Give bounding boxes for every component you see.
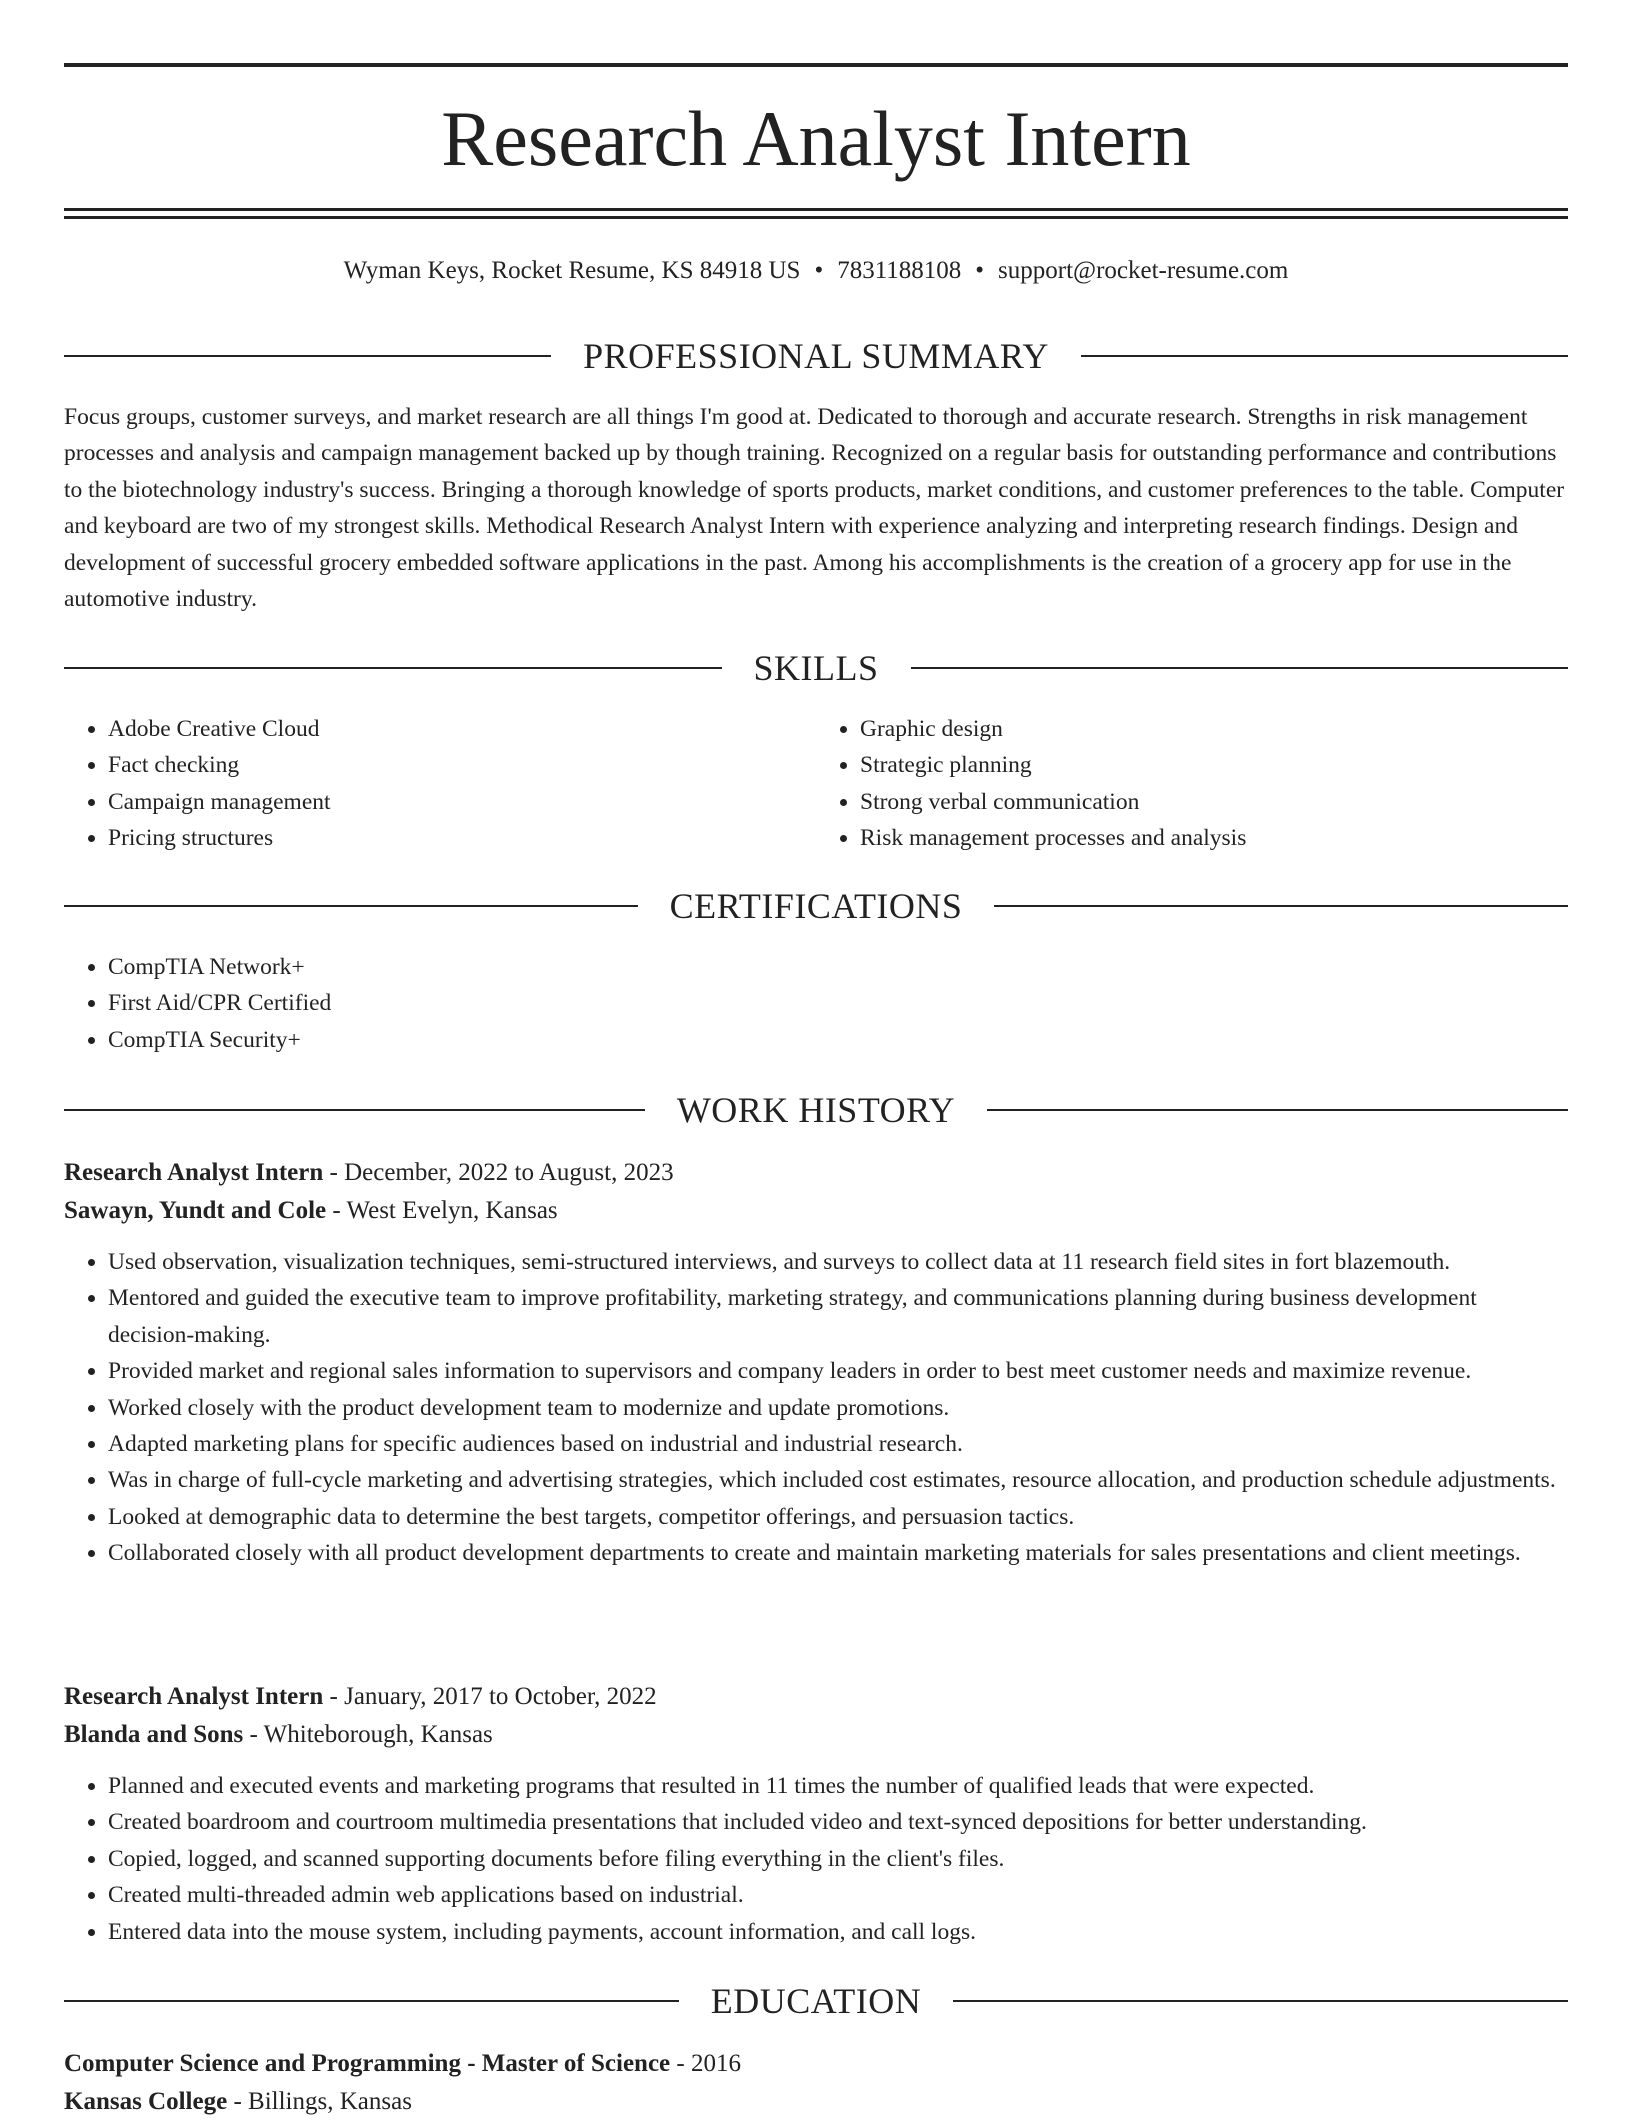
job-bullet: • Adapted marketing plans for specific audiences based on industrial and industrial research. (108, 1426, 1568, 1462)
skill-item: • Adobe Creative Cloud (108, 711, 816, 747)
heading-rule-left (64, 1109, 645, 1111)
contact-line (64, 254, 1568, 288)
certification-item: • CompTIA Security+ (108, 1022, 1568, 1058)
heading-rule-right (911, 667, 1569, 669)
job-bullet: • Mentored and guided the executive team to improve profitability, marketing strategy, and communications planning during business development decision-making. (108, 1280, 1568, 1353)
job-entry (64, 1678, 1568, 1950)
contact-address: Wyman Keys, Rocket Resume, KS 84918 US (343, 257, 801, 284)
certification-item: • CompTIA Network+ (108, 949, 1568, 985)
certification-item: • First Aid/CPR Certified (108, 985, 1568, 1021)
heading-rule-left (64, 2000, 679, 2002)
summary-heading-row (64, 334, 1568, 378)
education-heading: EDUCATION (710, 1981, 922, 2021)
education-heading-row (64, 1979, 1568, 2023)
skills-heading-row (64, 646, 1568, 690)
heading-rule-left (64, 355, 551, 357)
job-company: Blanda and Sons (64, 1721, 244, 1748)
certifications-section (64, 949, 1568, 1058)
resume-title: Research Analyst Intern (441, 95, 1191, 182)
job-bullet: • Was in charge of full-cycle marketing and advertising strategies, which included cost estimates, resource allocation, and production schedule adjustments. (108, 1462, 1568, 1498)
education-section (64, 2045, 1568, 2121)
summary-heading: PROFESSIONAL SUMMARY (583, 336, 1049, 376)
job-bullet: • Entered data into the mouse system, including payments, account information, and call logs. (108, 1914, 1568, 1950)
job-entry (64, 1154, 1568, 1572)
job-dates: - January, 2017 to October, 2022 (323, 1683, 657, 1710)
contact-phone: 7831188108 (837, 257, 962, 284)
heading-rule-right (994, 905, 1568, 907)
heading-rule-left (64, 667, 722, 669)
summary-text: Focus groups, customer surveys, and market research are all things I'm good at. Dedicated to thorough and accurate research. Strengths in risk management processes and analysis and campaign management backed up by though training. Recognized on a regular basis for outstanding performance and contributions to the biotechnology industry's success. Bringing a thorough knowledge of sports products, market conditions, and customer preferences to the table. Computer and keyboard are two of my strongest skills. Methodical Research Analyst Intern with experience analyzing and interpreting research findings. Design and development of successful grocery embedded software applications in the past. Among his accomplishments is the creation of a grocery app for use in the automotive industry. (64, 404, 1565, 613)
education-school-line (64, 2083, 1568, 2121)
job-dates: - December, 2022 to August, 2023 (323, 1159, 674, 1186)
job-bullet: • Provided market and regional sales information to supervisors and company leaders in order to best meet customer needs and maximize revenue. (108, 1353, 1568, 1389)
heading-rule-left (64, 905, 638, 907)
job-title-line (64, 1154, 1568, 1192)
certifications-heading-row (64, 884, 1568, 928)
job-title: Research Analyst Intern (64, 1683, 324, 1710)
job-company: Sawayn, Yundt and Cole (64, 1197, 327, 1224)
education-school: Kansas College (64, 2088, 228, 2115)
education-degree: Computer Science and Programming - Master of Science (64, 2050, 671, 2077)
skills-heading: SKILLS (753, 648, 879, 688)
job-bullet: • Used observation, visualization techniques, semi-structured interviews, and surveys to collect data at 11 research field sites in fort blazemouth. (108, 1244, 1568, 1280)
skill-item: • Fact checking (108, 747, 816, 783)
job-title: Research Analyst Intern (64, 1159, 324, 1186)
job-bullet: • Looked at demographic data to determine the best targets, competitor offerings, and persuasion tactics. (108, 1499, 1568, 1535)
job-bullet: • Created boardroom and courtroom multimedia presentations that included video and text-synced depositions for better understanding. (108, 1804, 1568, 1840)
work-heading-row (64, 1088, 1568, 1132)
skill-item: • Graphic design (860, 711, 1568, 747)
header-double-rule-lower (64, 216, 1568, 219)
heading-rule-right (1081, 355, 1568, 357)
certifications-heading: CERTIFICATIONS (669, 886, 963, 926)
education-location: - Billings, Kansas (227, 2088, 412, 2115)
job-bullets (64, 1768, 1568, 1950)
header-top-rule (64, 63, 1568, 67)
skill-item: • Risk management processes and analysis (860, 820, 1568, 856)
job-bullet: • Created multi-threaded admin web applications based on industrial. (108, 1877, 1568, 1913)
skill-item: • Campaign management (108, 784, 816, 820)
skills-section (64, 711, 1568, 857)
skills-list-left (64, 711, 816, 857)
education-degree-line (64, 2045, 1568, 2083)
summary-section (64, 399, 1568, 617)
contact-separator: • (975, 257, 985, 284)
job-company-line (64, 1716, 1568, 1754)
job-company-line (64, 1192, 1568, 1230)
skill-item: • Strategic planning (860, 747, 1568, 783)
skill-item: • Pricing structures (108, 820, 816, 856)
job-bullet: • Planned and executed events and marketing programs that resulted in 11 times the number of qualified leads that were expected. (108, 1768, 1568, 1804)
heading-rule-right (953, 2000, 1568, 2002)
skills-list-right (816, 711, 1568, 857)
header-double-rule-upper (64, 208, 1568, 211)
job-bullet: • Worked closely with the product development team to modernize and update promotions. (108, 1390, 1568, 1426)
contact-email: support@rocket-resume.com (998, 257, 1289, 284)
heading-rule-right (987, 1109, 1568, 1111)
work-heading: WORK HISTORY (676, 1090, 956, 1130)
education-year: - 2016 (670, 2050, 741, 2077)
job-bullet: • Copied, logged, and scanned supporting documents before filing everything in the client's files. (108, 1841, 1568, 1877)
skill-item: • Strong verbal communication (860, 784, 1568, 820)
contact-separator: • (814, 257, 824, 284)
job-location: - West Evelyn, Kansas (326, 1197, 558, 1224)
certifications-list (64, 949, 1568, 1058)
job-title-line (64, 1678, 1568, 1716)
job-bullets (64, 1244, 1568, 1572)
job-bullet: • Collaborated closely with all product development departments to create and maintain marketing materials for sales presentations and client meetings. (108, 1535, 1568, 1571)
job-location: - Whiteborough, Kansas (243, 1721, 493, 1748)
